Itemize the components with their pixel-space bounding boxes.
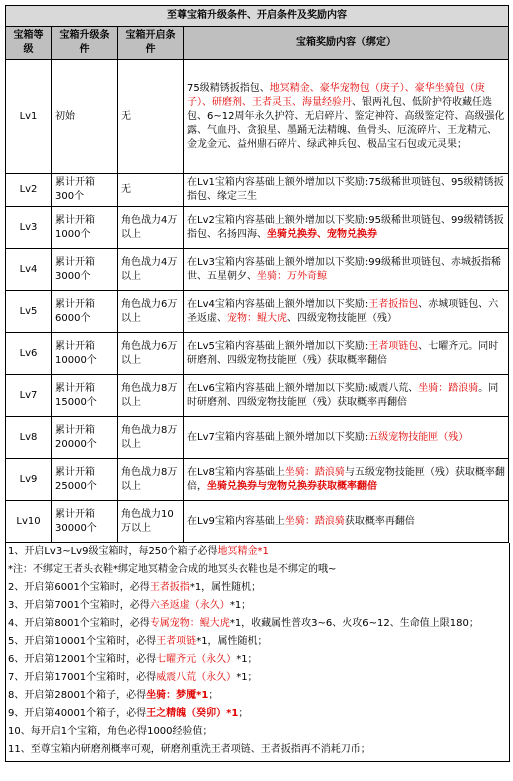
text-segment: 、四级宠物技能匣（残） bbox=[287, 312, 397, 324]
text-segment: *注：不绑定王者头衣鞋*绑定地冥精金合成的地冥头衣鞋也是不绑定的哦~ bbox=[8, 564, 337, 575]
text-segment: 地冥精金*1 bbox=[217, 546, 269, 557]
text-segment: ； bbox=[208, 690, 219, 701]
text-segment: ； bbox=[238, 708, 249, 719]
text-segment: 坐骑：万外奇鲸 bbox=[257, 270, 327, 282]
text-segment: 2、开启第6001个宝箱时，必得 bbox=[8, 582, 150, 593]
text-segment: *1； bbox=[229, 600, 252, 611]
text-segment: 、银两礼包、低阶护符收藏任选包、6~12周年永久护符、无启碎片、鉴定神符、高级鉴定符、高级强化露、气血丹、贪狼星、墨踊无法精魄、鱼骨头、厄流碎片、王龙精元、金龙金元、益州鼎石碎片、绿武神兵包、极品宝石包或元灵果； bbox=[187, 96, 505, 150]
reward-cell bbox=[184, 207, 509, 249]
table-row bbox=[6, 174, 509, 207]
upgrade-cell: 累计开箱25000个 bbox=[52, 459, 118, 501]
note-line bbox=[8, 741, 509, 759]
text-segment: 75级精锈扳指包、 bbox=[187, 82, 270, 94]
text-segment: 五级宠物技能匣（残） bbox=[368, 431, 469, 443]
table-row bbox=[6, 291, 509, 333]
open-cell: 无 bbox=[118, 174, 184, 207]
text-segment: *1，属性随机； bbox=[189, 582, 262, 593]
text-segment: 在Lv4宝箱内容基础上额外增加以下奖励: bbox=[187, 298, 369, 310]
text-segment: 七曜齐元（永久） bbox=[156, 654, 237, 665]
text-segment: 在Lv3宝箱内容基础上额外增加以下奖励:99级稀世项链包、赤城扳指稀世、五星朝夕、 bbox=[187, 256, 501, 282]
reward-cell bbox=[184, 249, 509, 291]
table-row bbox=[6, 375, 509, 417]
text-segment: 与五级宠物技能匣（残）获取概率翻倍， bbox=[187, 466, 505, 492]
level-cell: Lv4 bbox=[6, 249, 52, 291]
reward-cell bbox=[184, 501, 509, 543]
text-segment: 11、至尊宝箱内研磨剂概率可观，研磨剂重洗王者项链、王者扳指再不消耗刀币； bbox=[8, 744, 371, 755]
upgrade-cell: 累计开箱3000个 bbox=[52, 249, 118, 291]
text-segment: 6、开启第12001个宝箱时，必得 bbox=[8, 654, 157, 665]
open-cell: 角色战力8万以上 bbox=[118, 459, 184, 501]
text-segment: 威震八荒（永久） bbox=[156, 672, 237, 683]
header-level: 宝箱等级 bbox=[6, 27, 52, 60]
open-cell: 角色战力4万以上 bbox=[118, 249, 184, 291]
note-line bbox=[8, 723, 509, 741]
text-segment: *1； bbox=[236, 672, 258, 683]
open-cell: 无 bbox=[118, 60, 184, 174]
reward-cell bbox=[184, 417, 509, 459]
text-segment: 宠物：鲲大虎 bbox=[227, 312, 287, 324]
text-segment: 王者项链包 bbox=[368, 340, 419, 352]
text-segment: 专属宠物：鲲大虎 bbox=[149, 618, 230, 629]
header-row bbox=[6, 27, 509, 60]
text-segment: 在Lv9宝箱内容基础上 bbox=[187, 515, 285, 527]
note-line bbox=[8, 615, 509, 633]
text-segment: 8、开启第28001个箱子，必得 bbox=[8, 690, 147, 701]
text-segment: 坐骑兑换券、宠物兑换券 bbox=[267, 228, 377, 240]
reward-cell bbox=[184, 291, 509, 333]
text-segment: 坐骑兑换券与宠物兑换券获取概率翻倍 bbox=[207, 480, 377, 492]
level-cell: Lv1 bbox=[6, 60, 52, 174]
note-line bbox=[8, 669, 509, 687]
note-line bbox=[8, 597, 509, 615]
upgrade-cell: 累计开箱300个 bbox=[52, 174, 118, 207]
table-row bbox=[6, 249, 509, 291]
level-cell: Lv9 bbox=[6, 459, 52, 501]
reward-cell bbox=[184, 333, 509, 375]
reward-cell bbox=[184, 60, 509, 174]
text-segment: 获取概率再翻倍 bbox=[344, 515, 415, 527]
text-segment: 在Lv5宝箱内容基础上额外增加以下奖励: bbox=[187, 340, 369, 352]
text-segment: 。同时研磨剂、四级宠物技能匣（残）获取概率再翻倍 bbox=[187, 382, 499, 408]
level-cell: Lv6 bbox=[6, 333, 52, 375]
level-cell: Lv7 bbox=[6, 375, 52, 417]
note-line bbox=[8, 687, 509, 705]
text-segment: 坐骑：梦魇*1 bbox=[146, 690, 209, 701]
notes-section bbox=[5, 543, 510, 762]
text-segment: 在Lv1宝箱内容基础上额外增加以下奖励:75级稀世项链包、95级精锈扳指包、缘定三生 bbox=[187, 177, 504, 202]
text-segment: 王之精魄（癸卯）*1 bbox=[146, 708, 239, 719]
text-segment: 5、开启第10001个宝箱时，必得 bbox=[8, 636, 157, 647]
text-segment: 坐骑：踏浪骑 bbox=[284, 515, 345, 527]
text-segment: 7、开启第17001个宝箱时，必得 bbox=[8, 672, 157, 683]
upgrade-cell: 累计开箱10000个 bbox=[52, 333, 118, 375]
reward-cell bbox=[184, 174, 509, 207]
text-segment: 9、开启第40001个箱子，必得 bbox=[8, 708, 147, 719]
text-segment: 1、开启Lv3~Lv9级宝箱时，每250个箱子必得 bbox=[8, 546, 218, 557]
text-segment: 在Lv6宝箱内容基础上额外增加以下奖励:威震八荒、 bbox=[187, 382, 419, 394]
text-segment: 王者扳指包 bbox=[368, 298, 419, 310]
table-row bbox=[6, 60, 509, 174]
level-cell: Lv5 bbox=[6, 291, 52, 333]
text-segment: 地冥精金、豪华宠物包（庚子）、豪华坐骑包（庚子）、研磨剂、王者灵玉、海量经验丹 bbox=[187, 82, 485, 108]
text-segment: 坐骑：踏浪骑 bbox=[284, 466, 345, 478]
text-segment: *1，收藏属性普攻3~6、火攻6~12、生命值上限180； bbox=[229, 618, 479, 629]
upgrade-cell: 累计开箱1000个 bbox=[52, 207, 118, 249]
text-segment: 在Lv8宝箱内容基础上 bbox=[187, 466, 285, 478]
text-segment: 3、开启第7001个宝箱时，必得 bbox=[8, 600, 150, 611]
table-row bbox=[6, 333, 509, 375]
open-cell: 角色战力8万以上 bbox=[118, 417, 184, 459]
table-row bbox=[6, 417, 509, 459]
open-cell: 角色战力10万以上 bbox=[118, 501, 184, 543]
upgrade-cell: 累计开箱6000个 bbox=[52, 291, 118, 333]
open-cell: 角色战力8万以上 bbox=[118, 375, 184, 417]
reward-cell bbox=[184, 459, 509, 501]
open-cell: 角色战力4万以上 bbox=[118, 207, 184, 249]
note-line bbox=[8, 633, 509, 651]
note-line bbox=[8, 651, 509, 669]
table-row bbox=[6, 501, 509, 543]
upgrade-cell: 累计开箱30000个 bbox=[52, 501, 118, 543]
text-segment: 4、开启第8001个宝箱时，必得 bbox=[8, 618, 150, 629]
table-title: 至尊宝箱升级条件、开启条件及奖励内容 bbox=[6, 6, 509, 27]
text-segment: 10、每开启1个宝箱，角色必得1000经验值； bbox=[8, 726, 213, 737]
open-cell: 角色战力6万以上 bbox=[118, 291, 184, 333]
upgrade-cell: 累计开箱15000个 bbox=[52, 375, 118, 417]
text-segment: 、七曜齐元。同时研磨剂、四级宠物技能匣（残）获取概率翻倍 bbox=[187, 340, 499, 366]
text-segment: 六圣返虚（永久） bbox=[149, 600, 230, 611]
text-segment: 、赤城项链包、六圣返虚、 bbox=[187, 298, 499, 324]
open-cell: 角色战力6万以上 bbox=[118, 333, 184, 375]
header-upgrade: 宝箱升级条件 bbox=[52, 27, 118, 60]
text-segment: 王者扳指 bbox=[149, 582, 190, 593]
upgrade-cell: 初始 bbox=[52, 60, 118, 174]
text-segment: 在Lv2宝箱内容基础上额外增加以下奖励:95级稀世项链包、99级精锈扳指包、名扬四海、 bbox=[187, 214, 504, 240]
upgrade-cell: 累计开箱20000个 bbox=[52, 417, 118, 459]
level-cell: Lv3 bbox=[6, 207, 52, 249]
note-line bbox=[8, 705, 509, 723]
level-cell: Lv10 bbox=[6, 501, 52, 543]
table-row bbox=[6, 207, 509, 249]
text-segment: 王者项链 bbox=[156, 636, 197, 647]
reward-cell bbox=[184, 375, 509, 417]
document bbox=[5, 5, 508, 776]
chest-table bbox=[5, 5, 509, 543]
text-segment: *1； bbox=[236, 654, 258, 665]
note-line bbox=[8, 561, 509, 579]
note-line bbox=[8, 579, 509, 597]
level-cell: Lv8 bbox=[6, 417, 52, 459]
header-open: 宝箱开启条件 bbox=[118, 27, 184, 60]
note-line bbox=[8, 543, 509, 561]
level-cell: Lv2 bbox=[6, 174, 52, 207]
table-row bbox=[6, 459, 509, 501]
text-segment: 坐骑：踏浪骑 bbox=[418, 382, 479, 394]
header-reward: 宝箱奖励内容（绑定） bbox=[184, 27, 509, 60]
text-segment: *1，属性随机； bbox=[196, 636, 268, 647]
text-segment: 在Lv7宝箱内容基础上额外增加以下奖励: bbox=[187, 431, 369, 443]
